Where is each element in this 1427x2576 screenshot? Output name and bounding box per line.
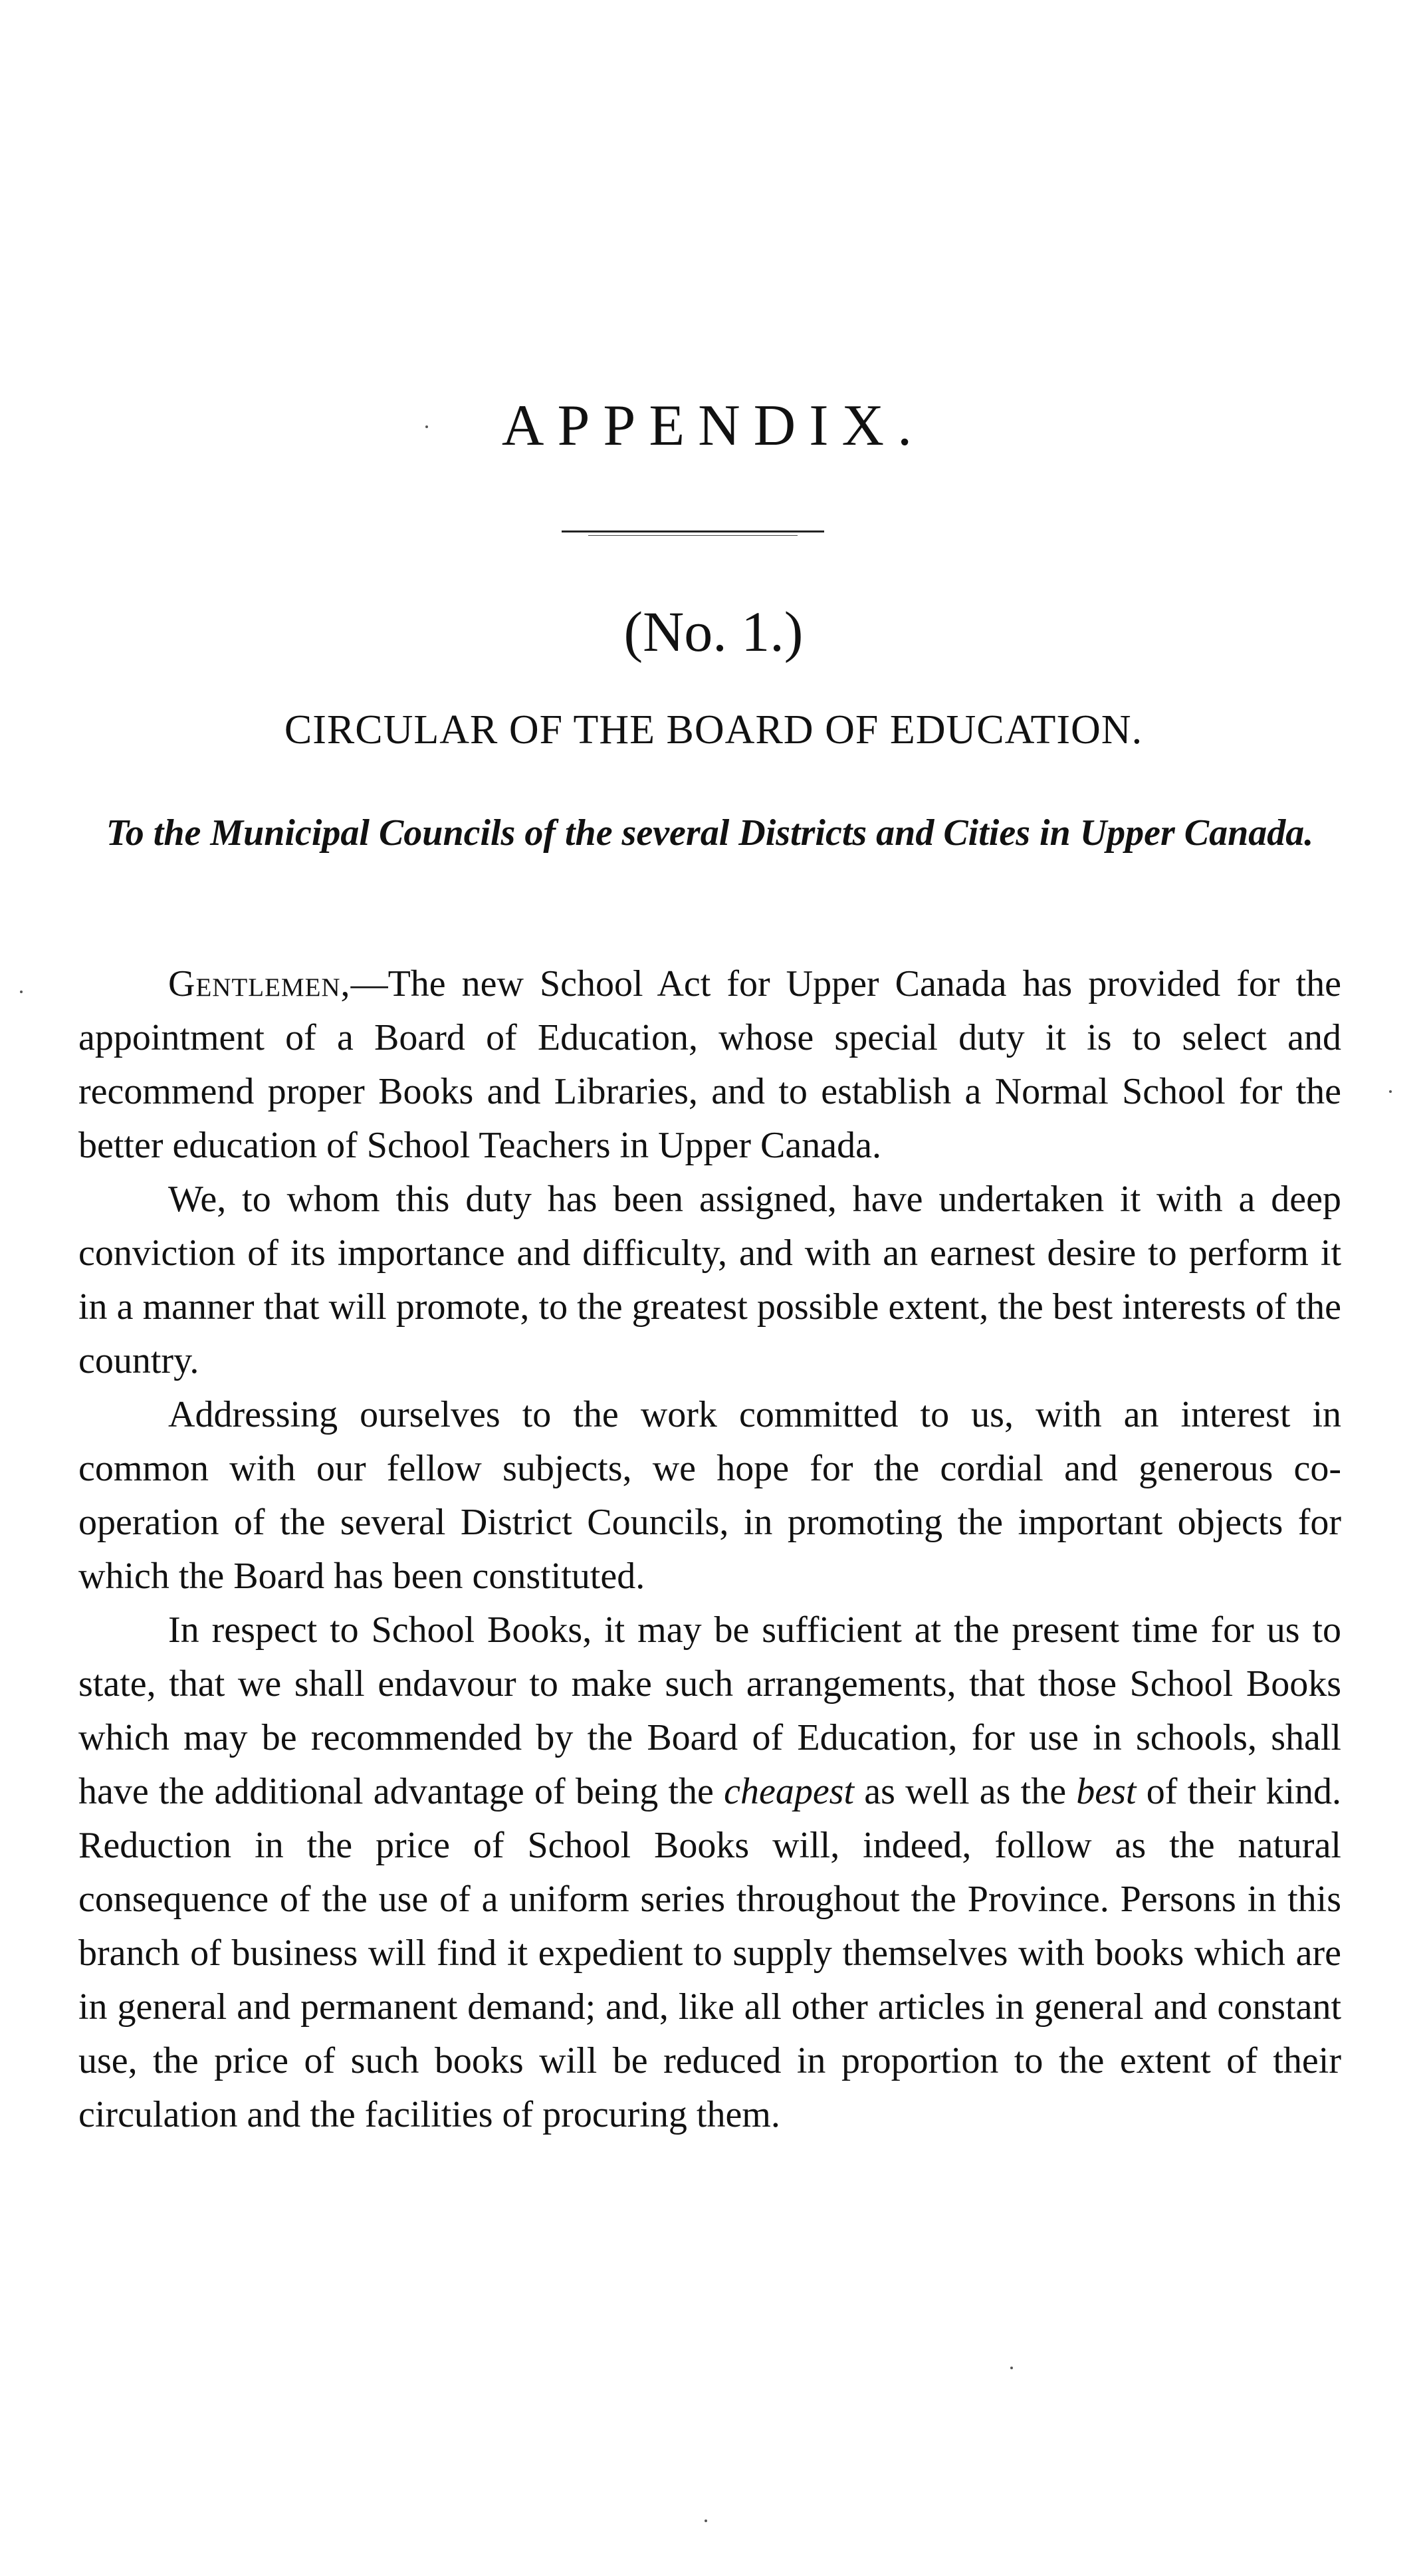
paragraph-4 — [78, 1603, 1341, 2142]
section-number: (No. 1.) — [623, 600, 804, 663]
scan-speck — [1010, 2367, 1013, 2369]
scan-speck — [425, 425, 428, 428]
decorative-rule — [562, 530, 824, 532]
paragraph-1 — [78, 957, 1341, 1173]
scan-speck — [1389, 1090, 1392, 1093]
address-line: To the Municipal Councils of the several Districts and Cities in Upper Canada. — [106, 812, 1314, 854]
appendix-title: APPENDIX. — [501, 394, 926, 458]
salutation: Gentlemen, — [168, 963, 351, 1004]
body-text — [78, 957, 1341, 2142]
emphasis-cheapest: cheapest — [724, 1771, 855, 1812]
paragraph-1-text: —The new School Act for Upper Canada has provided for the appointment of a Board of Education, whose special duty it is to select and recommend proper Books and Libraries, and to establish a Normal School for the better education of School Teachers in Upper Canada. — [78, 963, 1341, 1166]
paragraph-4-part-2: as well as the — [854, 1771, 1077, 1812]
circular-heading: CIRCULAR OF THE BOARD OF EDUCATION. — [284, 707, 1143, 753]
scan-speck — [20, 991, 23, 993]
paragraph-4-part-3: of their kind. Reduction in the price of School Books will, indeed, follow as the natural consequence of the use of a uniform series throughout the Province. Persons in this branch of business will find it expedient to supply themselves with books which are in general and permanent demand; and, like all other articles in general and constant use, the price of such books will be reduced in proportion to the extent of their circulation and the facilities of procuring them. — [78, 1771, 1342, 2135]
emphasis-best: best — [1076, 1771, 1137, 1812]
paragraph-3: Addressing ourselves to the work committed to us, with an interest in common with our fellow subjects, we hope for the cordial and generous co-operation of the several District Councils, in promoting the important objects for which the Board has been constituted. — [78, 1394, 1341, 1597]
paragraph-4-part-1: In respect to School Books, it may be sufficient at the present time for us to state, that we shall endavour to make such arrangements, that those School Books which may be recommended by the Board of Education, for use in schools, shall have the additional advantage of being the — [78, 1609, 1341, 1812]
scan-speck — [705, 2519, 707, 2522]
paragraph-2: We, to whom this duty has been assigned, have undertaken it with a deep conviction of its importance and difficulty, and with an earnest desire to perform it in a manner that will promote, to the greatest possible extent, the best interests of the country. — [78, 1179, 1341, 1381]
